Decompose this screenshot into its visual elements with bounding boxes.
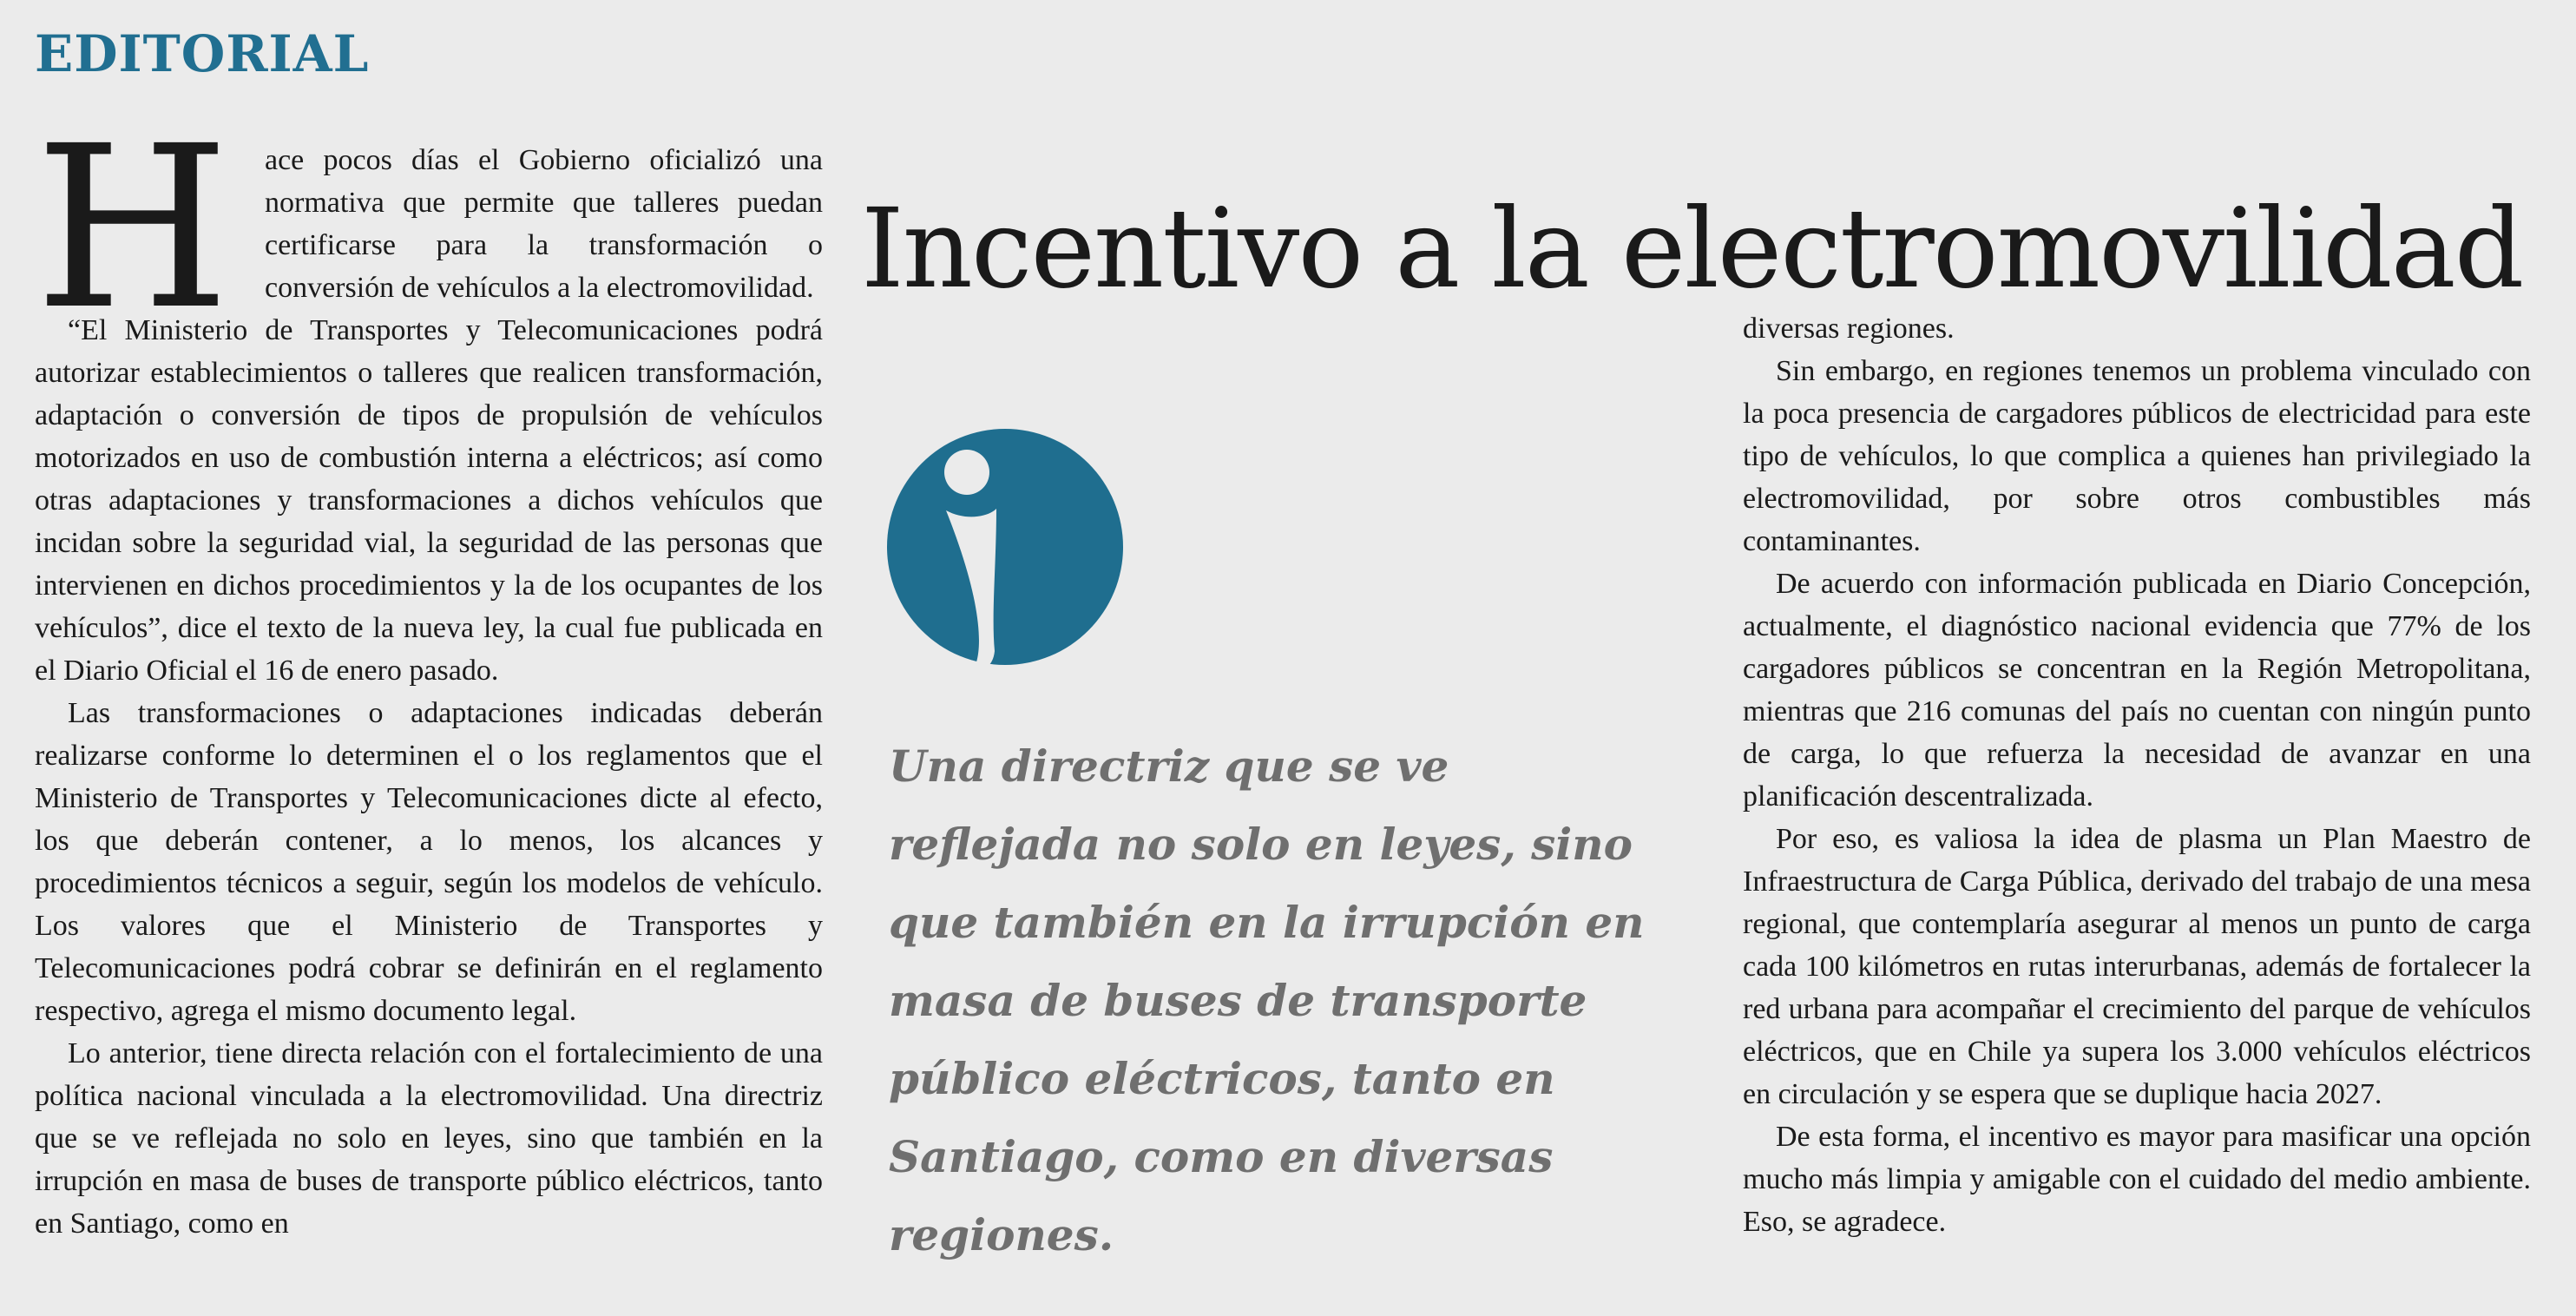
continuation-text: diversas regiones. bbox=[1743, 313, 1955, 345]
paragraph: De esta forma, el incentivo es mayor para masificar una opción mucho más limpia y amigable con el cuidado del medio ambiente. Eso, se agradece. bbox=[1743, 1121, 2531, 1238]
section-label: EDITORIAL bbox=[35, 24, 370, 83]
info-icon-dot bbox=[944, 450, 989, 495]
first-paragraph-text: ace pocos días el Gobierno oficializó una normativa que permite que talleres puedan certificarse para la transformación o conversión de vehículos a la electromovilidad. bbox=[265, 144, 823, 304]
paragraph: De acuerdo con información publicada en Diario Concepción, actualmente, el diagnóstico nacional evidencia que 77% de los cargadores públicos se concentran en la Región Metropolitana, mientras que 216 comunas del país no cuentan con ningún punto de carga, lo que refuerza la necesidad de avanzar en una planificación descentralizada. bbox=[1743, 568, 2531, 813]
paragraph: Las transformaciones o adaptaciones indicadas deberán realizarse conforme lo determinen el o los reglamentos que el Ministerio de Transportes y Telecomunicaciones dicte al efecto, los que deberán contener, a lo menos, los alcances y procedimientos técnicos a seguir, según los modelos de vehículo. Los valores que el Ministerio de Transportes y Telecomunicaciones podrá cobrar se definirán en el reglamento respectivo, agrega el mismo documento legal. bbox=[35, 697, 823, 1027]
info-icon bbox=[885, 424, 1125, 675]
paragraph: Lo anterior, tiene directa relación con el fortalecimiento de una política nacional vinculada a la electromovilidad. Una directriz que se ve reflejada no solo en leyes, sino que también en la irrupción en masa de buses de transporte público eléctricos, tanto en Santiago, como en bbox=[35, 1037, 823, 1240]
info-icon-circle bbox=[887, 429, 1123, 665]
paragraph: Por eso, es valiosa la idea de plasma un Plan Maestro de Infraestructura de Carga Pública, derivado del trabajo de una mesa regional, que contemplaría asegurar al menos un punto de carga cada 100 kilómetros en rutas interurbanas, además de fortalecer la red urbana para acompañar el crecimiento del parque de vehículos eléctricos, que en Chile ya supera los 3.000 vehículos eléctricos en circulación y se espera que se duplique hacia 2027. bbox=[1743, 823, 2531, 1110]
paragraph: “El Ministerio de Transportes y Telecomunicaciones podrá autorizar establecimientos o talleres que realicen transformación, adaptación o conversión de tipos de propulsión de vehículos motorizados en uso de combustión interna a eléctricos; así como otras adaptaciones y transformaciones a dichos vehículos que incidan sobre la seguridad vial, la seguridad de las personas que intervienen en dichos procedimientos y la de los ocupantes de los vehículos”, dice el texto de la nueva ley, la cual fue publicada en el Diario Oficial el 16 de enero pasado. bbox=[35, 314, 823, 687]
drop-cap: H bbox=[35, 98, 230, 359]
headline: Incentivo a la electromovilidad bbox=[861, 185, 2523, 313]
paragraph: Sin embargo, en regiones tenemos un problema vinculado con la poca presencia de cargadores públicos de electricidad para este tipo de vehículos, lo que complica a quienes han privilegiado la electromovilidad, por sobre otros combustibles más contaminantes. bbox=[1743, 355, 2531, 557]
article-column-left bbox=[35, 98, 823, 1245]
pull-quote: Una directriz que se ve reflejada no solo en leyes, sino que también en la irrupción en masa de buses de transporte público eléctricos, tanto en Santiago, como en diversas regiones. bbox=[889, 740, 1645, 1260]
first-paragraph bbox=[35, 98, 823, 359]
article-column-right bbox=[1743, 307, 2531, 1243]
